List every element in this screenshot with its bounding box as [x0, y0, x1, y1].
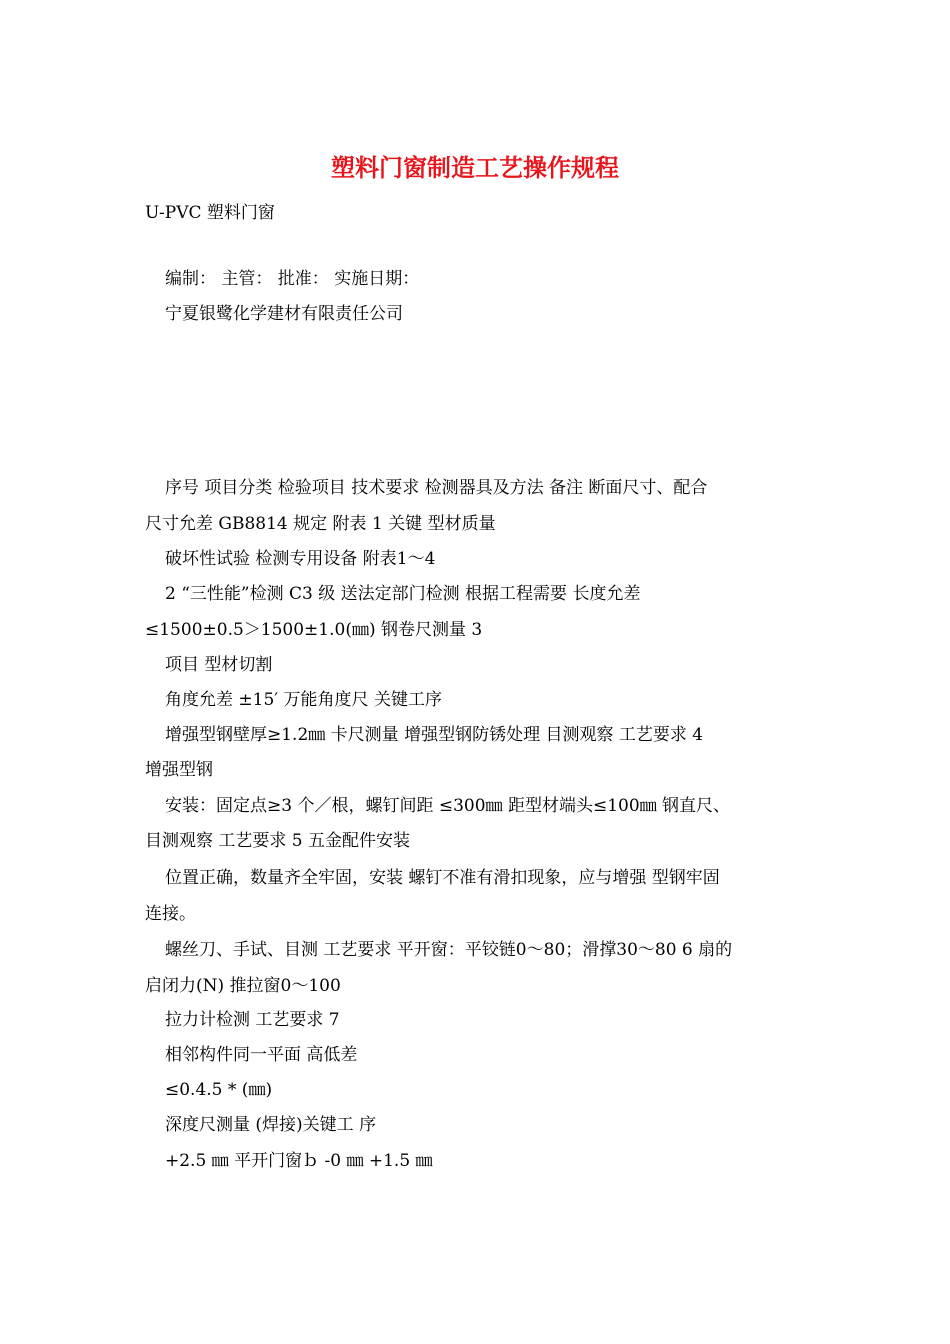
body-line: 增强型钢: [145, 760, 213, 780]
body-line: 安装：固定点≥3 个／根，螺钉间距 ≤300㎜ 距型材端头≤100㎜ 钢直尺、: [165, 796, 731, 816]
body-line: 拉力计检测 工艺要求 7: [165, 1010, 340, 1030]
body-line: ≤1500±0.5＞1500±1.0(㎜) 钢卷尺测量 3: [145, 620, 483, 640]
body-line: 螺丝刀、手试、目测 工艺要求 平开窗：平铰链0～80；滑撑30～80 6 扇的: [165, 940, 733, 960]
body-line: 目测观察 工艺要求 5 五金配件安装: [145, 831, 411, 851]
body-line: 尺寸允差 GB8814 规定 附表 1 关键 型材质量: [145, 514, 496, 534]
signoff-line: 编制： 主管： 批准： 实施日期：: [165, 269, 420, 289]
company-name: 宁夏银鹭化学建材有限责任公司: [165, 304, 403, 324]
body-line: 启闭力(N) 推拉窗0～100: [145, 976, 341, 996]
body-line: 连接。: [145, 904, 196, 924]
document-title: 塑料门窗制造工艺操作规程: [331, 154, 619, 182]
body-line: 增强型钢壁厚≥1.2㎜ 卡尺测量 增强型钢防锈处理 目测观察 工艺要求 4: [165, 725, 704, 745]
body-line: 破坏性试验 检测专用设备 附表1～4: [165, 549, 436, 569]
body-line: 位置正确，数量齐全牢固，安装 螺钉不准有滑扣现象，应与增强 型钢牢固: [165, 868, 720, 888]
body-line: 2 “三性能”检测 C3 级 送法定部门检测 根据工程需要 长度允差: [165, 584, 641, 604]
document-subtitle: U-PVC 塑料门窗: [145, 203, 275, 223]
body-line: 角度允差 ±15′ 万能角度尺 关键工序: [165, 690, 442, 710]
body-line: 项目 型材切割: [165, 655, 273, 675]
body-line: +2.5 ㎜ 平开门窗ｂ -0 ㎜ +1.5 ㎜: [165, 1151, 433, 1171]
body-line: 序号 项目分类 检验项目 技术要求 检测器具及方法 备注 断面尺寸、配合: [165, 478, 708, 498]
body-line: 相邻构件同一平面 高低差: [165, 1045, 358, 1065]
body-line: ≤0.4.5 * (㎜): [165, 1080, 273, 1100]
body-line: 深度尺测量 (焊接)关键工 序: [165, 1115, 377, 1135]
